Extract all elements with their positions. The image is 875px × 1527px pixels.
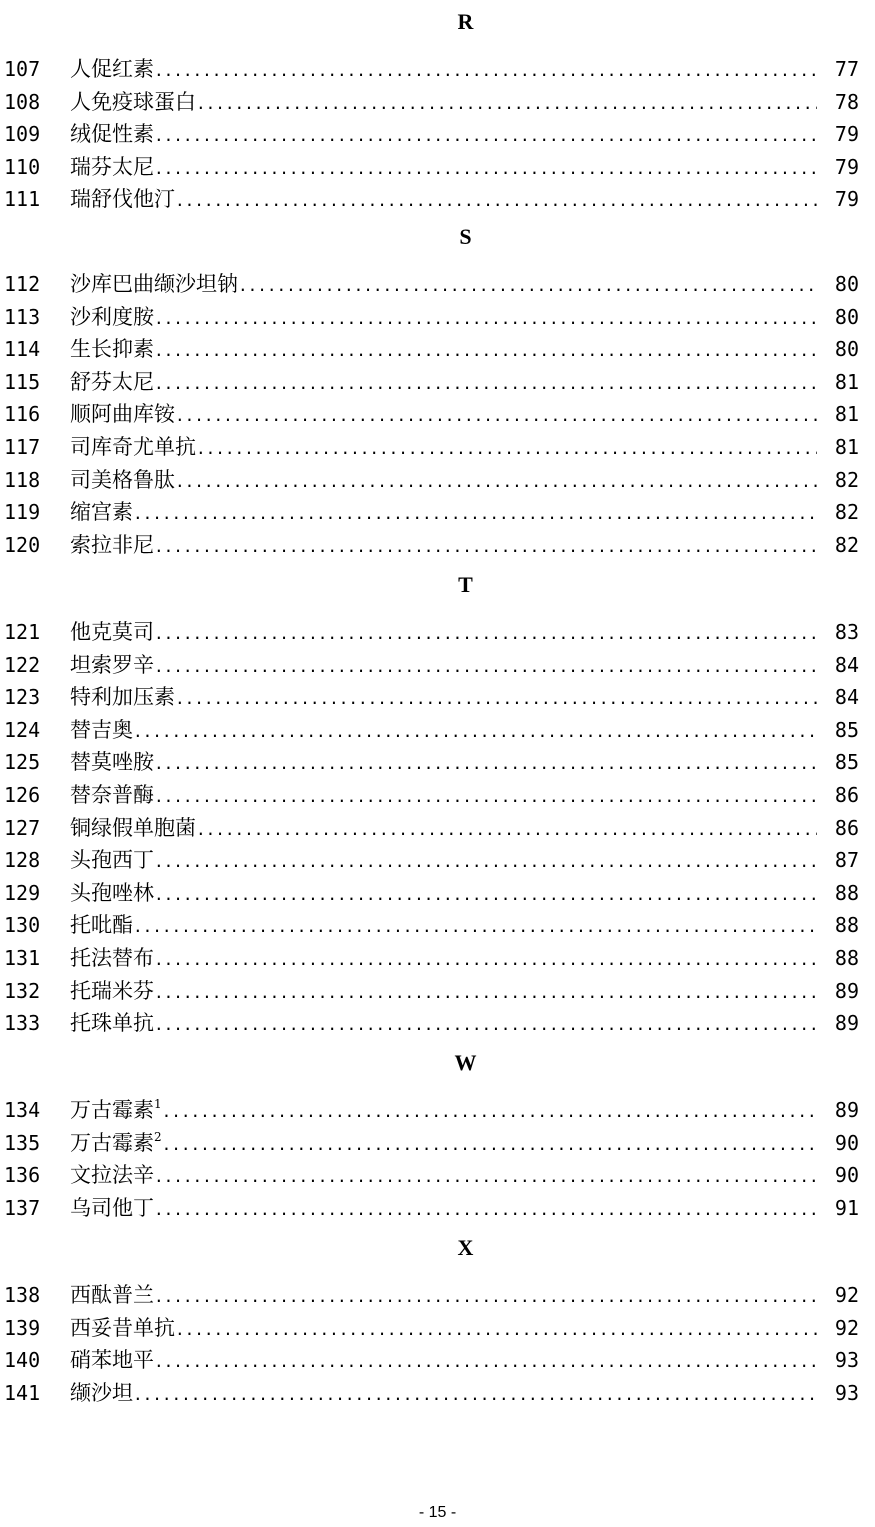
entry-title-with-leader xyxy=(70,183,817,218)
entry-title: 托法替布 xyxy=(70,945,154,970)
entry-title: 顺阿曲库铵 xyxy=(70,402,175,427)
page-number-footer: - 15 - xyxy=(418,1504,457,1521)
toc-entry[interactable] xyxy=(0,464,875,497)
entry-number: 118 xyxy=(4,467,41,492)
entry-number: 112 xyxy=(4,272,41,296)
entry-title: 他克莫司 xyxy=(70,620,154,644)
entry-number: 115 xyxy=(4,369,41,394)
entry-title-with-leader xyxy=(70,746,817,781)
dot-leader xyxy=(196,439,817,458)
entry-title: 坦索罗辛 xyxy=(70,652,154,677)
entry-title-with-leader xyxy=(70,1159,817,1194)
entry-title-with-leader xyxy=(70,151,817,186)
entry-page-number: 82 xyxy=(834,467,859,492)
entry-title: 头孢西丁 xyxy=(70,848,154,873)
entry-title: 万古霉素 xyxy=(70,1130,154,1155)
entry-title-with-leader xyxy=(70,844,817,879)
entry-number: 126 xyxy=(4,782,41,807)
dot-leader xyxy=(154,1015,817,1034)
dot-leader xyxy=(154,537,817,556)
entry-title: 铜绿假单胞菌 xyxy=(70,815,196,840)
entry-number: 132 xyxy=(4,978,41,1003)
entry-page-number: 81 xyxy=(834,369,859,394)
entry-page-number: 81 xyxy=(834,434,859,459)
entry-page-number: 86 xyxy=(834,782,859,807)
entry-title-with-leader xyxy=(70,1007,817,1042)
entry-title: 头孢唑林 xyxy=(70,880,154,905)
toc-section-s xyxy=(0,224,875,561)
entry-page-number: 86 xyxy=(834,815,859,840)
entry-number: 125 xyxy=(4,750,41,775)
dot-leader xyxy=(196,94,817,113)
dot-leader xyxy=(154,309,817,328)
toc-entry[interactable] xyxy=(0,1312,875,1345)
entry-page-number: 80 xyxy=(834,304,859,329)
entry-title: 替莫唑胺 xyxy=(70,750,154,775)
entry-title: 舒芬太尼 xyxy=(70,369,154,394)
entry-title: 瑞舒伐他汀 xyxy=(70,187,175,212)
entry-number: 129 xyxy=(4,880,41,905)
entry-title: 绒促性素 xyxy=(70,122,154,147)
entry-page-number: 83 xyxy=(834,620,859,644)
entry-title: 索拉非尼 xyxy=(70,532,154,557)
dot-leader xyxy=(175,1320,817,1339)
entry-title: 西妥昔单抗 xyxy=(70,1315,175,1340)
entry-title: 西酞普兰 xyxy=(70,1283,154,1307)
entry-title-with-leader xyxy=(70,268,817,303)
entry-number: 136 xyxy=(4,1163,41,1188)
entry-number: 107 xyxy=(4,57,41,81)
entry-title: 万古霉素 xyxy=(70,1098,154,1122)
entry-page-number: 92 xyxy=(834,1315,859,1340)
toc-entry[interactable] xyxy=(0,118,875,151)
entry-page-number: 79 xyxy=(834,122,859,147)
entry-title-with-leader xyxy=(70,1344,817,1379)
entry-number: 127 xyxy=(4,815,41,840)
toc-entry[interactable] xyxy=(0,183,875,216)
toc-entry[interactable] xyxy=(0,496,875,529)
dot-leader xyxy=(196,820,817,839)
entry-title: 沙库巴曲缬沙坦钠 xyxy=(70,272,238,296)
entry-number: 117 xyxy=(4,434,41,459)
entry-page-number: 84 xyxy=(834,652,859,677)
entry-page-number: 88 xyxy=(834,880,859,905)
dot-leader xyxy=(238,276,817,295)
entry-number: 130 xyxy=(4,913,41,938)
toc-entry[interactable] xyxy=(0,268,875,301)
entry-title-with-leader xyxy=(70,1312,817,1347)
toc-entry[interactable] xyxy=(0,1127,875,1160)
entry-title-with-leader xyxy=(70,616,817,651)
entry-page-number: 90 xyxy=(834,1130,859,1155)
toc-entry[interactable] xyxy=(0,844,875,877)
entry-title-superscript: 1 xyxy=(154,1097,162,1111)
entry-number: 128 xyxy=(4,848,41,873)
toc-entry[interactable] xyxy=(0,151,875,184)
toc-entry[interactable] xyxy=(0,909,875,942)
entry-title-with-leader xyxy=(70,877,817,912)
entry-page-number: 80 xyxy=(834,337,859,362)
entry-number: 141 xyxy=(4,1380,41,1405)
toc-entry[interactable] xyxy=(0,616,875,649)
entry-title: 沙利度胺 xyxy=(70,304,154,329)
entry-number: 109 xyxy=(4,122,41,147)
entry-title-with-leader xyxy=(70,681,817,716)
entry-number: 134 xyxy=(4,1098,41,1122)
section-letter-heading: R xyxy=(457,9,474,34)
entry-page-number: 82 xyxy=(834,500,859,525)
entry-page-number: 89 xyxy=(834,1011,859,1036)
toc-entry[interactable] xyxy=(0,779,875,812)
toc-entry[interactable] xyxy=(0,333,875,366)
entry-page-number: 93 xyxy=(834,1348,859,1373)
entry-number: 110 xyxy=(4,154,41,179)
entry-number: 135 xyxy=(4,1130,41,1155)
entry-number: 120 xyxy=(4,532,41,557)
toc-section-t xyxy=(0,572,875,1040)
entry-title-with-leader xyxy=(70,1377,817,1412)
entry-page-number: 79 xyxy=(834,154,859,179)
entry-number: 139 xyxy=(4,1315,41,1340)
toc-entry[interactable] xyxy=(0,1159,875,1192)
entry-title-with-leader xyxy=(70,333,817,368)
entry-number: 123 xyxy=(4,685,41,710)
entry-title-with-leader xyxy=(70,366,817,401)
toc-entry[interactable] xyxy=(0,714,875,747)
entry-title: 替奈普酶 xyxy=(70,782,154,807)
entry-title: 托吡酯 xyxy=(70,913,133,938)
entry-number: 114 xyxy=(4,337,41,362)
entry-page-number: 84 xyxy=(834,685,859,710)
entry-title-with-leader xyxy=(70,118,817,153)
entry-title: 特利加压素 xyxy=(70,685,175,710)
dot-leader xyxy=(175,689,817,708)
toc-entry[interactable] xyxy=(0,1377,875,1410)
dot-leader xyxy=(162,1102,817,1121)
entry-title: 瑞芬太尼 xyxy=(70,154,154,179)
entry-title: 替吉奥 xyxy=(70,717,133,742)
dot-leader xyxy=(154,374,817,393)
section-letter-heading: S xyxy=(459,224,472,249)
dot-leader xyxy=(175,406,817,425)
toc-entry[interactable] xyxy=(0,681,875,714)
entry-number: 131 xyxy=(4,945,41,970)
entry-page-number: 82 xyxy=(834,532,859,557)
entry-number: 122 xyxy=(4,652,41,677)
dot-leader xyxy=(154,1287,817,1306)
toc-entry[interactable] xyxy=(0,398,875,431)
entry-page-number: 79 xyxy=(834,187,859,212)
entry-number: 137 xyxy=(4,1195,41,1220)
entry-title: 人免疫球蛋白 xyxy=(70,89,196,114)
entry-page-number: 93 xyxy=(834,1380,859,1405)
toc-entry[interactable] xyxy=(0,86,875,119)
entry-page-number: 87 xyxy=(834,848,859,873)
entry-title-with-leader xyxy=(70,398,817,433)
entry-number: 108 xyxy=(4,89,41,114)
toc-entry[interactable] xyxy=(0,649,875,682)
entry-title: 生长抑素 xyxy=(70,337,154,362)
entry-title-with-leader xyxy=(70,812,817,847)
entry-number: 124 xyxy=(4,717,41,742)
entry-number: 133 xyxy=(4,1011,41,1036)
entry-page-number: 80 xyxy=(834,272,859,296)
entry-title: 司美格鲁肽 xyxy=(70,467,175,492)
toc-section-w xyxy=(0,1050,875,1224)
entry-title-with-leader xyxy=(70,464,817,499)
dot-leader xyxy=(133,722,817,741)
entry-page-number: 89 xyxy=(834,1098,859,1122)
entry-title-with-leader xyxy=(70,496,817,531)
entry-title-with-leader xyxy=(70,909,817,944)
entry-page-number: 89 xyxy=(834,978,859,1003)
entry-title: 司库奇尤单抗 xyxy=(70,434,196,459)
entry-title-with-leader xyxy=(70,1279,817,1314)
dot-leader xyxy=(154,126,817,145)
toc-entry[interactable] xyxy=(0,1007,875,1040)
entry-page-number: 81 xyxy=(834,402,859,427)
toc-entry[interactable] xyxy=(0,53,875,86)
dot-leader xyxy=(154,159,817,178)
entry-title-with-leader xyxy=(70,649,817,684)
dot-leader xyxy=(154,885,817,904)
toc-entry[interactable] xyxy=(0,942,875,975)
entry-page-number: 85 xyxy=(834,717,859,742)
toc-entry[interactable] xyxy=(0,877,875,910)
entry-title: 文拉法辛 xyxy=(70,1163,154,1188)
dot-leader xyxy=(154,787,817,806)
dot-leader xyxy=(133,1385,817,1404)
entry-title-with-leader xyxy=(70,942,817,977)
entry-title-with-leader xyxy=(70,301,817,336)
dot-leader xyxy=(133,504,817,523)
dot-leader xyxy=(175,472,817,491)
entry-page-number: 77 xyxy=(834,57,859,81)
entry-title-with-leader xyxy=(70,779,817,814)
entry-title-superscript: 2 xyxy=(154,1129,162,1144)
dot-leader xyxy=(154,983,817,1002)
entry-page-number: 91 xyxy=(834,1195,859,1220)
entry-number: 140 xyxy=(4,1348,41,1373)
toc-entry[interactable] xyxy=(0,746,875,779)
entry-title-with-leader xyxy=(70,1127,817,1162)
dot-leader xyxy=(133,917,817,936)
entry-title-with-leader xyxy=(70,53,817,88)
entry-title-with-leader xyxy=(70,431,817,466)
toc-entry[interactable] xyxy=(0,366,875,399)
entry-number: 111 xyxy=(4,187,41,212)
entry-page-number: 88 xyxy=(834,945,859,970)
entry-title: 硝苯地平 xyxy=(70,1348,154,1373)
dot-leader xyxy=(154,1352,817,1371)
entry-title: 缩宫素 xyxy=(70,500,133,525)
entry-title: 人促红素 xyxy=(70,57,154,81)
dot-leader xyxy=(154,624,817,643)
entry-page-number: 92 xyxy=(834,1283,859,1307)
section-letter-heading: T xyxy=(458,572,473,597)
toc-entry[interactable] xyxy=(0,1279,875,1312)
entry-title: 缬沙坦 xyxy=(70,1380,133,1405)
toc-section-x xyxy=(0,1235,875,1409)
entry-page-number: 88 xyxy=(834,913,859,938)
toc-entry[interactable] xyxy=(0,431,875,464)
dot-leader xyxy=(154,1167,817,1186)
dot-leader xyxy=(154,950,817,969)
dot-leader xyxy=(154,657,817,676)
dot-leader xyxy=(154,61,817,80)
entry-title-with-leader xyxy=(70,1192,817,1227)
section-letter-heading: X xyxy=(457,1235,474,1260)
dot-leader xyxy=(162,1135,817,1154)
entry-page-number: 85 xyxy=(834,750,859,775)
toc-entry[interactable] xyxy=(0,1192,875,1225)
entry-title-with-leader xyxy=(70,714,817,749)
entry-title-with-leader xyxy=(70,975,817,1010)
section-letter-heading: W xyxy=(454,1050,477,1075)
toc-entry[interactable] xyxy=(0,975,875,1008)
dot-leader xyxy=(154,1200,817,1219)
dot-leader xyxy=(154,754,817,773)
entry-title: 托瑞米芬 xyxy=(70,978,154,1003)
dot-leader xyxy=(154,852,817,871)
entry-title-with-leader xyxy=(70,86,817,121)
entry-page-number: 90 xyxy=(834,1163,859,1188)
toc-entry[interactable] xyxy=(0,812,875,845)
entry-title-with-leader xyxy=(70,529,817,564)
entry-number: 119 xyxy=(4,500,41,525)
entry-title: 托珠单抗 xyxy=(70,1011,154,1036)
entry-number: 113 xyxy=(4,304,41,329)
toc-entry[interactable] xyxy=(0,1094,875,1127)
toc-entry[interactable] xyxy=(0,1344,875,1377)
entry-title: 乌司他丁 xyxy=(70,1195,154,1220)
entry-number: 116 xyxy=(4,402,41,427)
entry-page-number: 78 xyxy=(834,89,859,114)
toc-section-r xyxy=(0,9,875,216)
entry-title-with-leader xyxy=(70,1094,817,1129)
toc-entry[interactable] xyxy=(0,529,875,562)
dot-leader xyxy=(154,341,817,360)
dot-leader xyxy=(175,191,817,210)
toc-entry[interactable] xyxy=(0,301,875,334)
entry-number: 138 xyxy=(4,1283,41,1307)
entry-number: 121 xyxy=(4,620,41,644)
